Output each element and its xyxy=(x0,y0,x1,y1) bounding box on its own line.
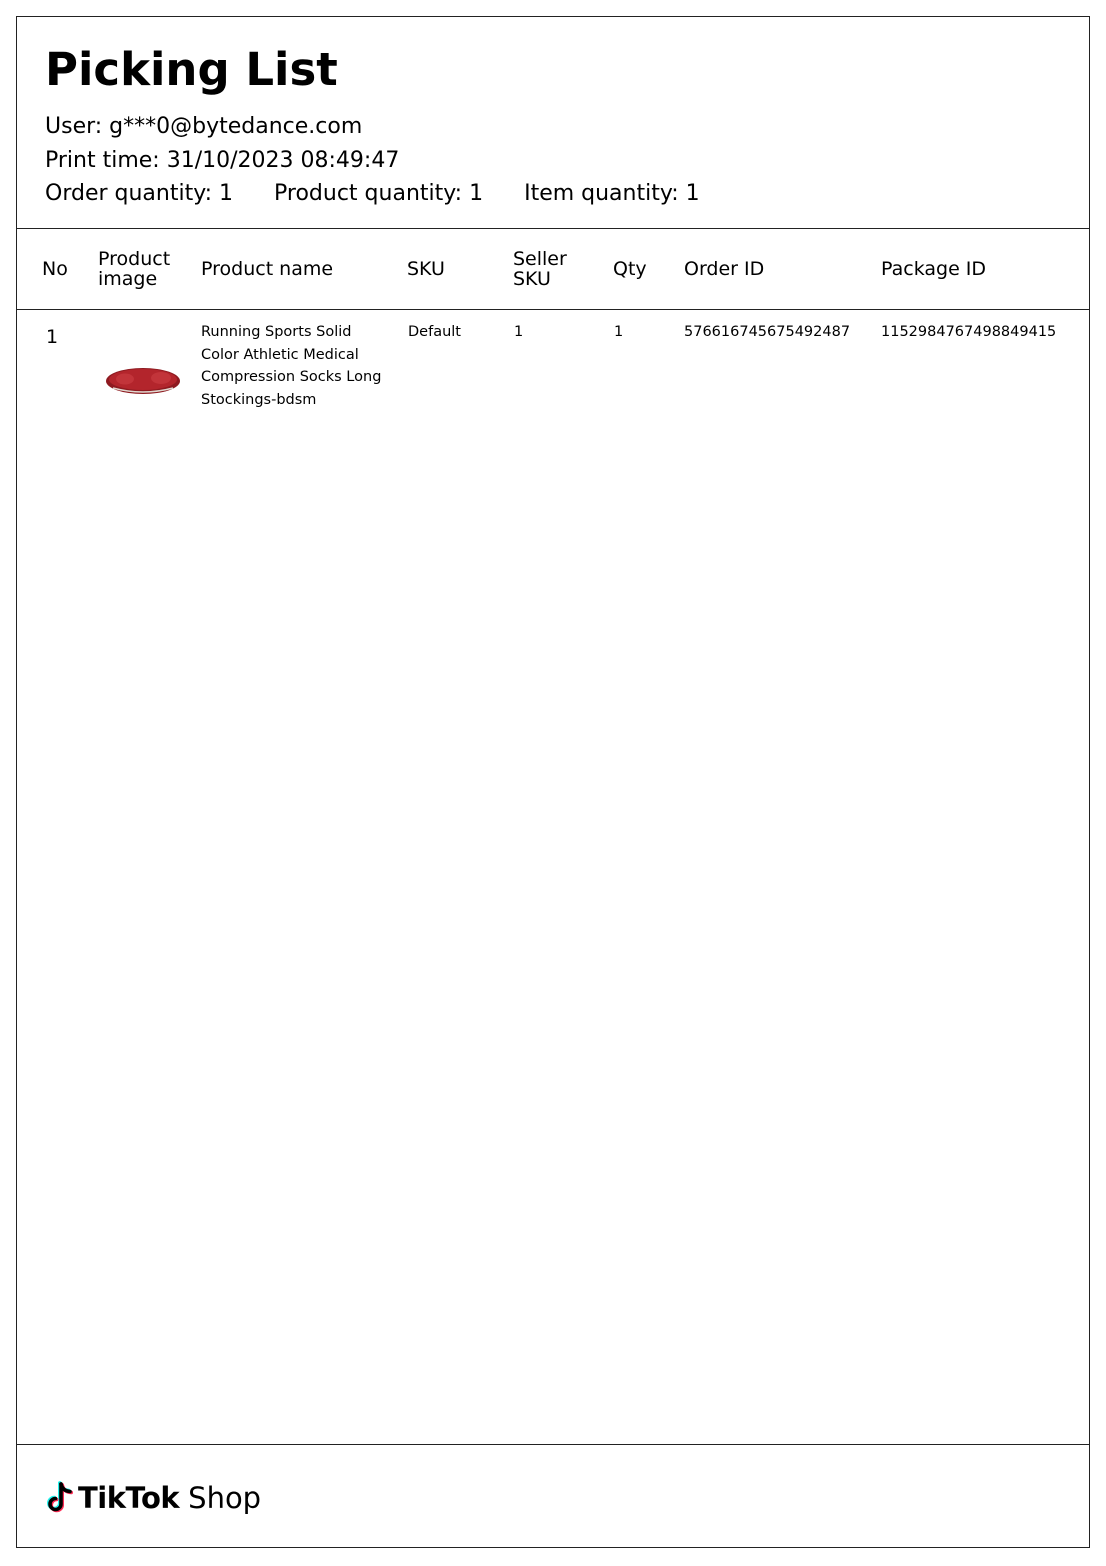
page-title: Picking List xyxy=(45,43,338,96)
header-product-image-line1: Product xyxy=(98,248,171,270)
tiktok-shop-logo xyxy=(46,1478,261,1518)
product-name-line: Compression Socks Long xyxy=(201,369,382,385)
row-order-id: 576616745675492487 xyxy=(684,324,851,340)
product-name-line: Running Sports Solid xyxy=(201,324,352,340)
tiktok-note-icon xyxy=(46,1481,74,1515)
row-sku: Default xyxy=(408,324,461,340)
red-shoe-sole-icon xyxy=(105,366,181,396)
row-no: 1 xyxy=(46,326,59,348)
header-sku: SKU xyxy=(407,258,445,280)
document-footer xyxy=(17,1444,1089,1547)
header-order-id: Order ID xyxy=(684,258,765,280)
row-product-name xyxy=(201,321,381,411)
document-header xyxy=(17,17,1089,229)
row-qty: 1 xyxy=(614,324,624,340)
table-header xyxy=(17,229,1089,310)
product-quantity: Product quantity: 1 xyxy=(274,181,484,206)
product-name-line: Stockings-bdsm xyxy=(201,391,317,408)
logo-shop-text: Shop xyxy=(188,1481,262,1515)
user-line: User: g***0@bytedance.com xyxy=(45,114,363,139)
print-time-line: Print time: 31/10/2023 08:49:47 xyxy=(45,148,400,173)
header-product-name: Product name xyxy=(201,258,334,280)
header-seller-sku xyxy=(513,249,567,289)
row-package-id: 1152984767498849415 xyxy=(881,324,1057,340)
header-product-image xyxy=(98,249,170,289)
product-name-line: Color Athletic Medical xyxy=(201,346,359,363)
header-seller-sku-line1: Seller xyxy=(513,248,567,270)
header-package-id: Package ID xyxy=(881,258,987,280)
row-seller-sku: 1 xyxy=(514,324,524,340)
picking-list-sheet xyxy=(16,16,1090,1548)
header-seller-sku-line2: SKU xyxy=(513,268,551,290)
quantity-summary xyxy=(45,183,734,205)
header-qty: Qty xyxy=(613,258,647,280)
table-row xyxy=(17,310,1089,430)
header-product-image-line2: image xyxy=(98,268,158,290)
order-quantity: Order quantity: 1 xyxy=(45,181,234,206)
header-no: No xyxy=(42,258,68,280)
logo-wordmark: TikTok xyxy=(78,1481,180,1515)
item-quantity: Item quantity: 1 xyxy=(524,181,700,206)
